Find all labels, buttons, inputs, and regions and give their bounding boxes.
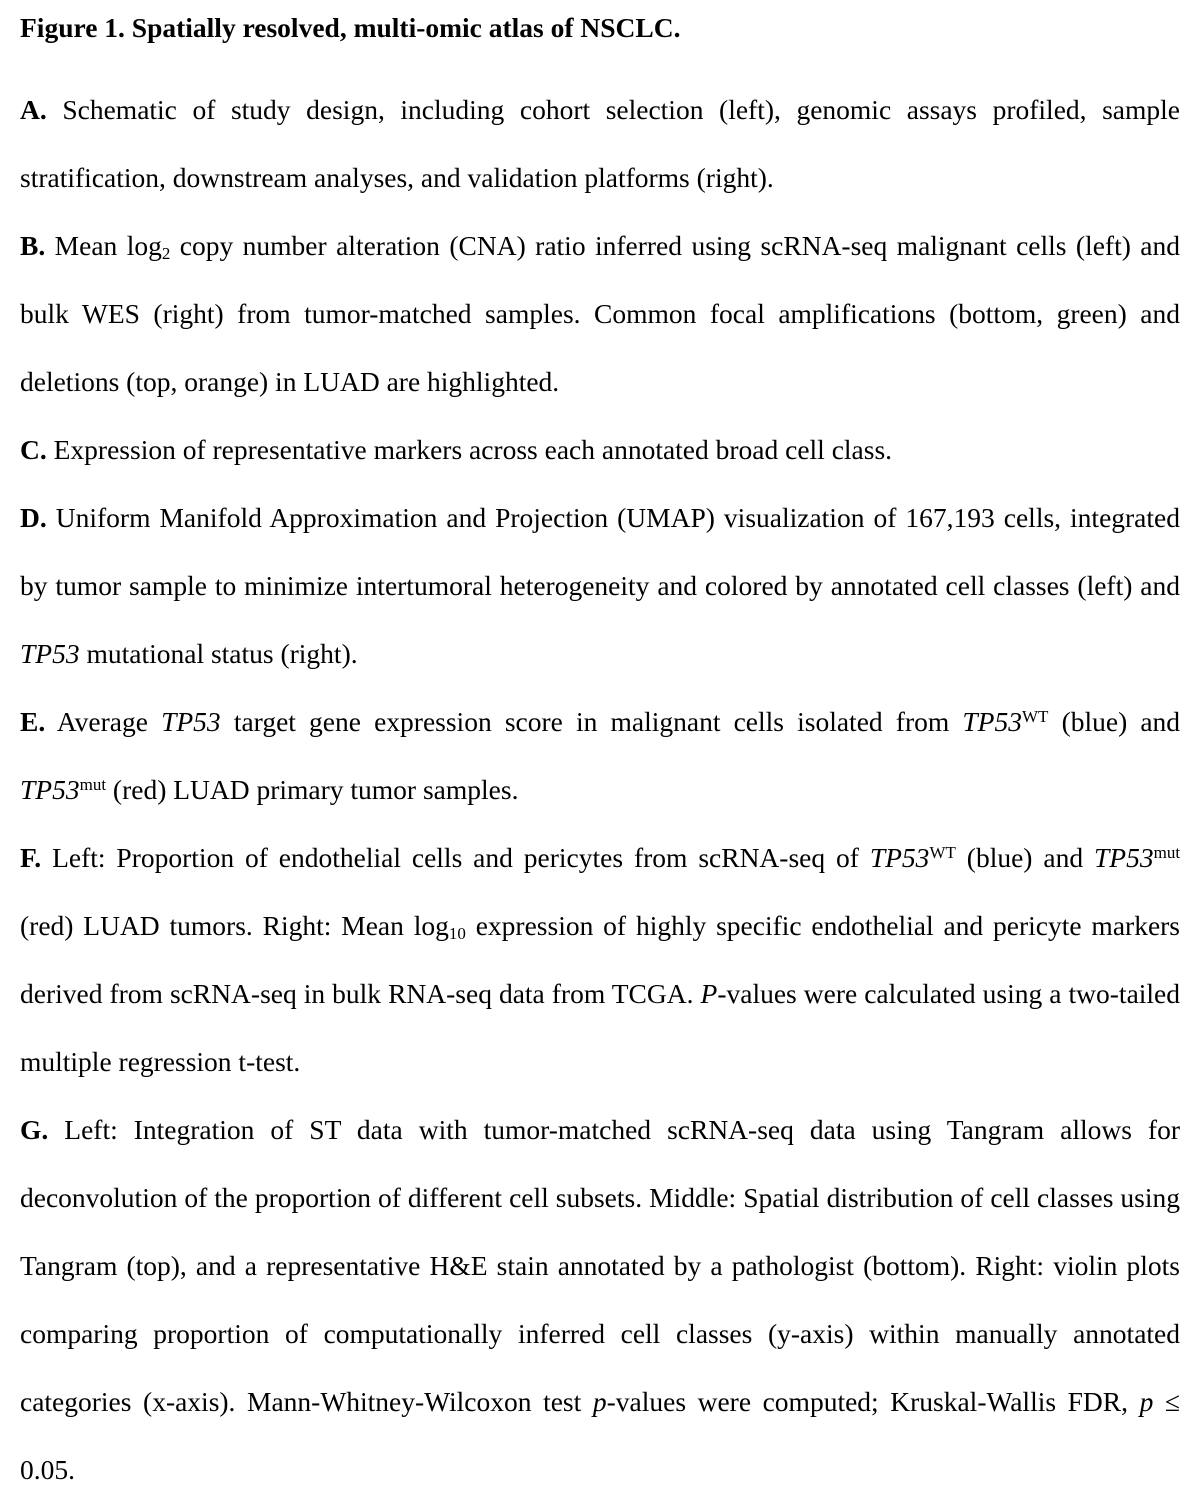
panel-b-caption xyxy=(20,212,1180,416)
panel-f-text-1: Left: Proportion of endothelial cells and pericytes from scRNA-seq of xyxy=(52,842,859,873)
panel-e-gene-1: TP53 xyxy=(161,706,221,737)
panel-g-text-1: Left: Integration of ST data with tumor-matched scRNA-seq data using Tangram allows for deconvolution of the proportion of different cell subsets. Middle: Spatial distribution of cell classes using Tangram (top), and a representative H&E stain annotated by a pathologist (bottom). Right: violin plots comparing proportion of computationally inferred cell classes (y-axis) within manually annotated categories (x-axis). Mann-Whitney-Wilcoxon test xyxy=(20,1114,1180,1417)
panel-f-gene-1: TP53 xyxy=(869,842,930,873)
panel-g-label: G. xyxy=(20,1114,49,1145)
panel-c-caption xyxy=(20,416,1180,484)
panel-d-caption xyxy=(20,484,1180,688)
panel-e-gene-2: TP53 xyxy=(962,706,1022,737)
panel-f-log-base: 10 xyxy=(448,924,466,943)
panel-e-text-3: (blue) and xyxy=(1061,706,1181,737)
panel-f-text-4: expression of highly specific endothelial and pericyte markers derived from scRNA-seq in bulk RNA-seq data from TCGA. xyxy=(20,910,1181,1009)
panel-d-label: D. xyxy=(20,502,47,533)
panel-a-caption xyxy=(20,76,1180,212)
panel-d-text-2: mutational status (right). xyxy=(86,638,358,669)
panel-b-text-1: Mean log xyxy=(54,230,162,261)
panel-f-sup-wt: WT xyxy=(929,843,956,862)
panel-g-p-italic-1: p xyxy=(592,1386,607,1417)
panel-f-text-5: -values were calculated using a two-tailed multiple regression t-test. xyxy=(20,978,1181,1077)
panel-d-gene: TP53 xyxy=(20,638,80,669)
panel-g-text-2: -values were computed; Kruskal-Wallis FDR, xyxy=(606,1386,1129,1417)
panel-f-sup-mut: mut xyxy=(1153,843,1181,862)
panel-e-caption xyxy=(20,688,1180,824)
panel-f-p-italic: P xyxy=(700,978,718,1009)
panel-a-text: Schematic of study design, including cohort selection (left), genomic assays profiled, sample stratification, downstream analyses, and validation platforms (right). xyxy=(20,94,1181,193)
figure-title: Figure 1. Spatially resolved, multi-omic atlas of NSCLC. xyxy=(20,12,681,43)
panel-b-label: B. xyxy=(20,230,46,261)
panel-f-text-2: (blue) and xyxy=(966,842,1084,873)
panel-e-text-1: Average xyxy=(56,706,148,737)
panel-b-log-base: 2 xyxy=(161,244,171,263)
panel-f-label: F. xyxy=(20,842,42,873)
panel-e-sup-wt: WT xyxy=(1021,707,1049,726)
panel-f-gene-2: TP53 xyxy=(1094,842,1154,873)
panel-b-text-2: copy number alteration (CNA) ratio inferred using scRNA-seq malignant cells (left) and bulk WES (right) from tumor-matched samples. Common focal amplifications (bottom, green) and deletions (top, orange) in LUAD are highlighted. xyxy=(20,230,1180,397)
panel-g-text-3: ≤ 0.05. xyxy=(20,1386,1181,1485)
panel-e-sup-mut: mut xyxy=(79,775,107,794)
panel-e-text-4: (red) LUAD primary tumor samples. xyxy=(112,774,519,805)
panel-e-gene-3: TP53 xyxy=(20,774,80,805)
panel-c-label: C. xyxy=(20,434,47,465)
panel-c-text: Expression of representative markers across each annotated broad cell class. xyxy=(53,434,893,465)
panel-e-label: E. xyxy=(20,706,46,737)
panel-e-text-2: target gene expression score in malignant cells isolated from xyxy=(233,706,950,737)
panel-d-text-1: Uniform Manifold Approximation and Projection (UMAP) visualization of 167,193 cells, integrated by tumor sample to minimize intertumoral heterogeneity and colored by annotated cell classes (left) and xyxy=(20,502,1180,601)
panel-f-text-3: (red) LUAD tumors. Right: Mean log xyxy=(20,910,449,941)
panel-g-p-italic-2: p xyxy=(1139,1386,1154,1417)
panel-g-caption xyxy=(20,1096,1180,1504)
panel-a-label: A. xyxy=(20,94,47,125)
panel-f-caption xyxy=(20,824,1180,1096)
